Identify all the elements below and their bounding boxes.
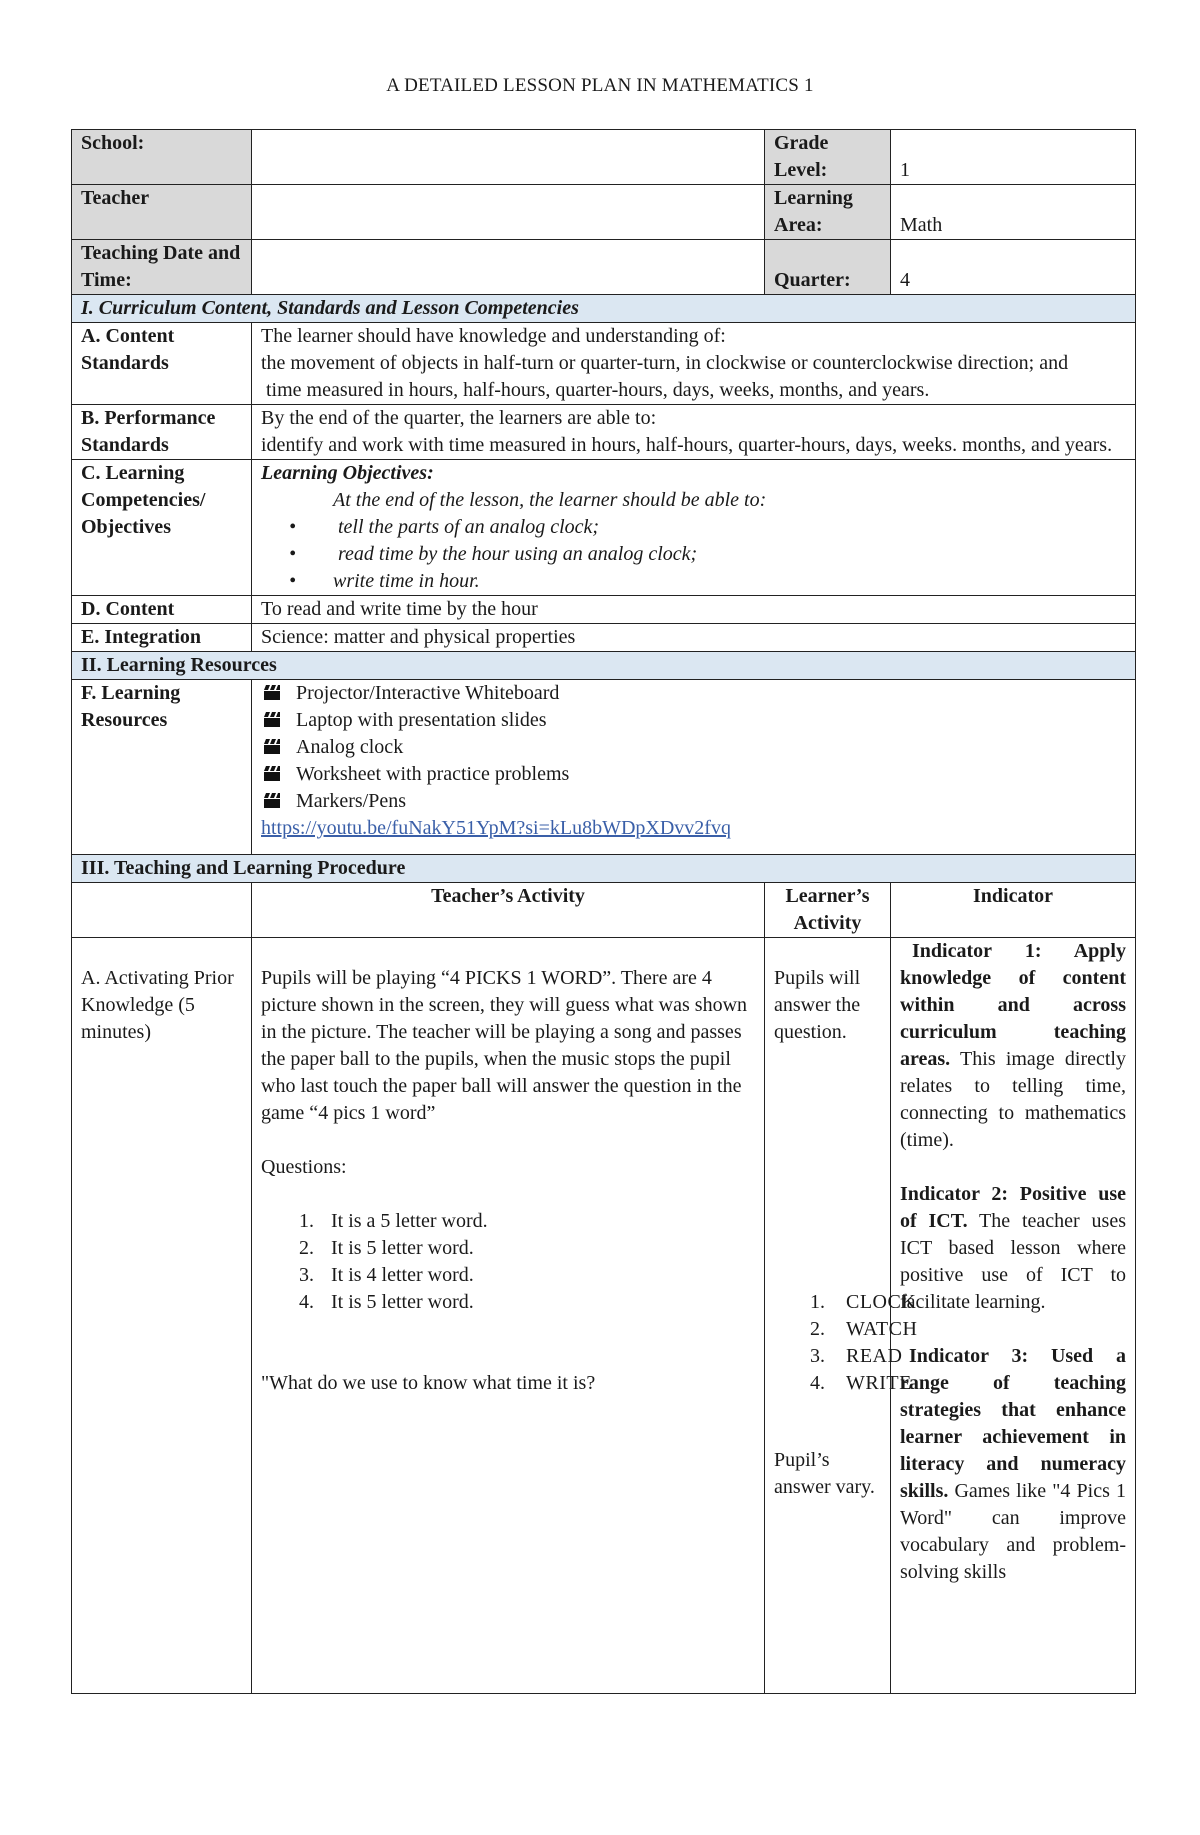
indicator-2 — [900, 1181, 1126, 1316]
questions-list — [261, 1208, 755, 1316]
indicator-1-text: This image directly relates to telling time, connecting to mathematics (time). — [900, 1048, 1126, 1151]
answer-text: WRITE — [846, 1372, 912, 1394]
answer-item: 1. CLOCK — [810, 1291, 917, 1313]
integration-value: Science: matter and physical properties — [252, 624, 1136, 652]
area-label: Learning Area: — [765, 185, 891, 240]
section-3-heading: III. Teaching and Learning Procedure — [72, 855, 1136, 883]
objectives-list — [261, 514, 1126, 595]
performance-standards-line: identify and work with time measured in hours, half-hours, quarter-hours, days, weeks. months, and years. — [261, 434, 1113, 456]
school-value — [252, 130, 765, 185]
clapperboard-icon — [263, 793, 281, 808]
learner-activity-cell — [765, 938, 918, 1694]
performance-standards-line: By the end of the quarter, the learners are able to: — [261, 407, 657, 429]
header-row-school — [72, 130, 1136, 185]
resource-item — [261, 761, 1126, 788]
content-standards-row — [72, 323, 1136, 405]
performance-standards-value — [252, 405, 1136, 460]
learner-activity-header: Learner’s Activity — [765, 883, 891, 938]
indicator-1-title: Indicator 1: Apply knowledge of content within and across curriculum teaching areas. — [900, 940, 1126, 1070]
resource-item — [261, 680, 1126, 707]
content-standards-line: time measured in hours, half-hours, quarter-hours, days, weeks, months, and years. — [261, 379, 930, 401]
indicator-3-text: Games like "4 Pics 1 Word" can improve vocabulary and problem-solving skills — [900, 1480, 1126, 1583]
performance-standards-row — [72, 405, 1136, 460]
question-text: It is 5 letter word. — [331, 1291, 474, 1313]
indicator-cell — [891, 938, 1136, 1694]
header-row-teacher — [72, 185, 1136, 240]
resource-label: Projector/Interactive Whiteboard — [296, 682, 560, 704]
document-title: A DETAILED LESSON PLAN IN MATHEMATICS 1 — [386, 75, 814, 96]
question-text: It is 5 letter word. — [331, 1237, 474, 1259]
indicator-header: Indicator — [891, 883, 1136, 938]
area-value: Math — [891, 185, 1136, 240]
resource-label: Worksheet with practice problems — [296, 763, 570, 785]
integration-row — [72, 624, 1136, 652]
question-text: It is a 5 letter word. — [331, 1210, 488, 1232]
resource-item — [261, 707, 1126, 734]
date-value — [252, 240, 765, 295]
header-row-date — [72, 240, 1136, 295]
resource-item — [261, 788, 1126, 815]
answers-list — [774, 1289, 918, 1397]
teacher-activity-text: Pupils will be playing “4 PICKS 1 WORD”. There are 4 picture shown in the screen, they will guess what was shown in the picture. The teacher will be playing a song and passes the paper ball to the pupils, when the music stops the pupil who last touch the paper ball will answer the question in the game “4 pics 1 word” — [261, 967, 748, 1124]
school-label: School: — [72, 130, 252, 185]
answer-text: WATCH — [846, 1318, 918, 1340]
indicator-2-text: The teacher uses ICT based lesson where positive use of ICT to facilitate learning. — [900, 1210, 1126, 1313]
clapperboard-icon — [263, 739, 281, 754]
clapperboard-icon — [263, 712, 281, 727]
content-label: D. Content — [72, 596, 252, 624]
procedure-header-blank — [72, 883, 252, 938]
resource-label: Markers/Pens — [296, 790, 406, 812]
question-item: 4. It is 5 letter word. — [299, 1291, 474, 1313]
indicator-2-title: Indicator 2: Positive use of ICT. — [900, 1183, 1126, 1232]
question-item: 1. It is a 5 letter word. — [299, 1210, 488, 1232]
content-row — [72, 596, 1136, 624]
resources-label: F. Learning Resources — [72, 680, 252, 855]
learner-answer-vary: Pupil’s answer vary. — [774, 1449, 875, 1498]
answer-item: 2. WATCH — [810, 1318, 918, 1340]
procedure-row-a — [72, 938, 1136, 1694]
teacher-question: "What do we use to know what time it is? — [261, 1372, 596, 1394]
clapperboard-icon — [263, 685, 281, 700]
activating-prior-knowledge-label: A. Activating Prior Knowledge (5 minutes) — [72, 938, 252, 1694]
procedure-header-row — [72, 883, 1136, 938]
lesson-plan-table — [71, 129, 1136, 1694]
content-value: To read and write time by the hour — [252, 596, 1136, 624]
resource-item — [261, 734, 1126, 761]
competencies-row — [72, 460, 1136, 596]
video-link[interactable]: https://youtu.be/fuNakY51YpM?si=kLu8bWDpXDvv2fvq — [261, 817, 731, 839]
section-heading-row — [72, 652, 1136, 680]
quarter-value: 4 — [891, 240, 1136, 295]
resource-label: Analog clock — [296, 736, 404, 758]
teacher-label: Teacher — [72, 185, 252, 240]
questions-label: Questions: — [261, 1156, 347, 1178]
competencies-value — [252, 460, 1136, 596]
answer-item: 4. WRITE — [810, 1372, 912, 1394]
question-item: 2. It is 5 letter word. — [299, 1237, 474, 1259]
resources-row — [72, 680, 1136, 855]
teacher-activity-cell — [252, 938, 765, 1694]
performance-standards-label: B. Performance Standards — [72, 405, 252, 460]
teacher-value — [252, 185, 765, 240]
clapperboard-icon — [263, 766, 281, 781]
content-standards-label: A. Content Standards — [72, 323, 252, 405]
indicator-3-title: Indicator 3: Used a range of teaching strategies that enhance learner achievement in literacy and numeracy skills. — [900, 1345, 1126, 1502]
answer-text: READ — [846, 1345, 903, 1367]
integration-label: E. Integration — [72, 624, 252, 652]
answer-item: 3. READ — [810, 1345, 903, 1367]
question-item: 3. It is 4 letter word. — [299, 1264, 474, 1286]
section-1-heading: I. Curriculum Content, Standards and Lesson Competencies — [72, 295, 1136, 323]
grade-label: Grade Level: — [765, 130, 891, 185]
teacher-activity-header: Teacher’s Activity — [252, 883, 765, 938]
question-text: It is 4 letter word. — [331, 1264, 474, 1286]
resource-label: Laptop with presentation slides — [296, 709, 547, 731]
objective-item: • tell the parts of an analog clock; — [261, 514, 1126, 541]
date-label: Teaching Date and Time: — [72, 240, 252, 295]
objective-item: • write time in hour. — [261, 568, 1126, 595]
learner-activity-text: Pupils will answer the question. — [774, 967, 861, 1043]
competencies-label: C. Learning Competencies/ Objectives — [72, 460, 252, 596]
resources-list — [261, 680, 1126, 815]
content-standards-line: The learner should have knowledge and understanding of: — [261, 325, 726, 347]
resources-value — [252, 680, 1136, 855]
content-standards-value — [252, 323, 1136, 405]
grade-value: 1 — [891, 130, 1136, 185]
indicator-3 — [900, 1343, 1126, 1586]
content-standards-line: the movement of objects in half-turn or quarter-turn, in clockwise or counterclockwise direction; and — [261, 352, 1069, 374]
objective-item: • read time by the hour using an analog clock; — [261, 541, 1126, 568]
answer-text: CLOCK — [846, 1291, 917, 1313]
objectives-intro: At the end of the lesson, the learner should be able to: — [333, 489, 767, 511]
section-heading-row — [72, 295, 1136, 323]
objectives-heading: Learning Objectives: — [261, 462, 434, 484]
section-2-heading: II. Learning Resources — [72, 652, 1136, 680]
section-heading-row — [72, 855, 1136, 883]
quarter-label: Quarter: — [765, 240, 891, 295]
indicator-1 — [900, 938, 1126, 1154]
